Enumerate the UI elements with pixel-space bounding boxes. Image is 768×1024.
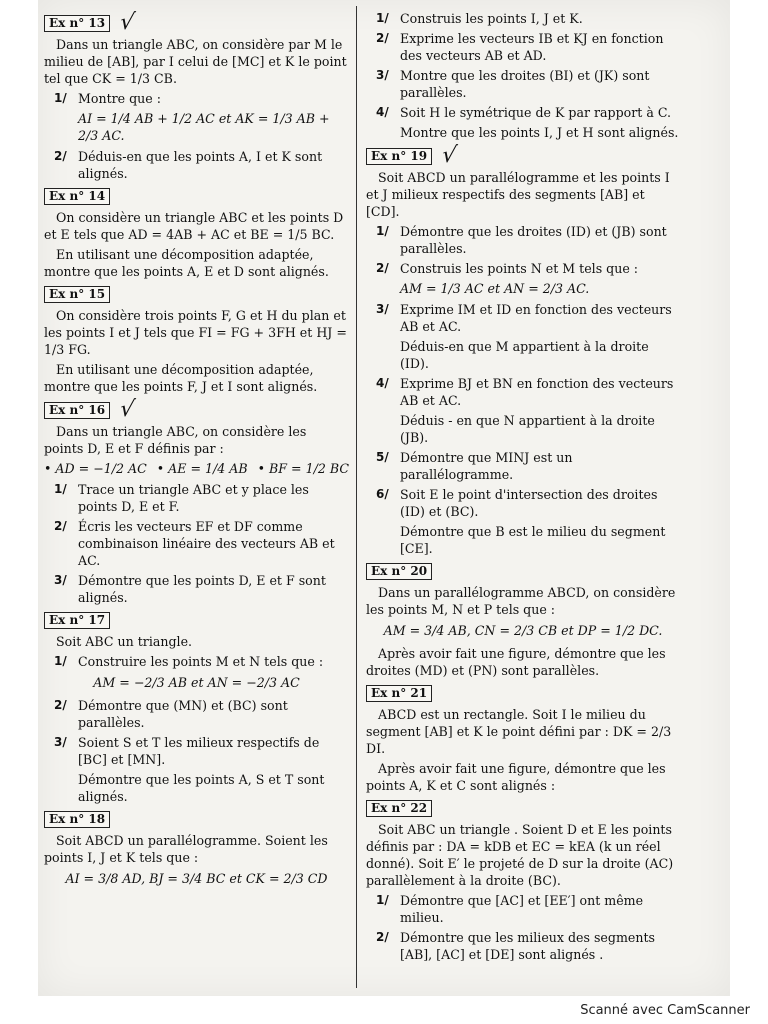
question-subtext: Démontre que B est le milieu du segment [CE].: [400, 524, 666, 556]
left-column: [44, 8, 349, 893]
exercise-20: [366, 563, 680, 679]
exercise-14: [44, 188, 349, 280]
question-text: Écris les vecteurs EF et DF comme combinaison linéaire des vecteurs AB et AC.: [78, 519, 335, 568]
question-text: Trace un triangle ABC et y place les points D, E et F.: [78, 482, 309, 514]
exercise-intro: Soit ABCD un parallélogramme. Soient les points I, J et K tels que :: [44, 833, 328, 865]
exercise-label: Ex n° 15: [44, 286, 110, 303]
question-text: Démontre que les droites (ID) et (JB) sont parallèles.: [400, 224, 667, 256]
formula: • AE = 1/4 AB: [156, 461, 248, 476]
exercise-label: Ex n° 21: [366, 685, 432, 702]
exercise-intro: Dans un triangle ABC, on considère par M le milieu de [AB], par I celui de [MC] et K le point tel que CK = 1/3 CB.: [44, 37, 347, 86]
checkmark-icon: √: [117, 10, 137, 35]
question-number: 3/: [54, 735, 67, 749]
question-number: 1/: [54, 654, 67, 668]
exercise-text: En utilisant une décomposition adaptée, montre que les points A, E et D sont alignés.: [44, 247, 329, 279]
question-subtext: Montre que les points I, J et H sont alignés.: [400, 125, 679, 140]
exercise-label: Ex n° 18: [44, 811, 110, 828]
exercise-text: En utilisant une décomposition adaptée, montre que les points F, J et I sont alignés.: [44, 362, 318, 394]
exercise-intro: Dans un parallélogramme ABCD, on considère les points M, N et P tels que :: [366, 585, 676, 617]
exercise-label: Ex n° 13: [44, 15, 110, 32]
question-text: Démontre que les milieux des segments [AB], [AC] et [DE] sont alignés .: [400, 930, 655, 962]
question-text: Démontre que (MN) et (BC) sont parallèles.: [78, 698, 288, 730]
question-text: Démontre que les points D, E et F sont alignés.: [78, 573, 326, 605]
formula: • AD = −1/2 AC: [44, 461, 147, 476]
question-subtext: Démontre que les points A, S et T sont alignés.: [78, 772, 325, 804]
question-subtext: Déduis - en que N appartient à la droite (JB).: [400, 413, 655, 445]
question-text: Démontre que [AC] et [EE′] ont même milieu.: [400, 893, 644, 925]
exercise-intro: ABCD est un rectangle. Soit I le milieu du segment [AB] et K le point défini par : DK = 2/3 DI.: [366, 707, 672, 756]
exercise-21: [366, 685, 680, 794]
formula: AI = 3/8 AD, BJ = 3/4 BC et CK = 2/3 CD: [65, 871, 328, 886]
question-text: Montre que les droites (BI) et (JK) sont parallèles.: [400, 68, 650, 100]
question-number: 2/: [54, 519, 67, 533]
exercise-label: Ex n° 20: [366, 563, 432, 580]
exercise-19: [366, 143, 680, 557]
formula: AI = 1/4 AB + 1/2 AC et AK = 1/3 AB + 2/3 AC.: [78, 111, 330, 143]
exercise-intro: Soit ABCD un parallélogramme et les points I et J milieux respectifs des segments [AB] et [CD].: [366, 170, 670, 219]
question-number: 3/: [54, 573, 67, 587]
question-number: 1/: [376, 11, 389, 25]
question-number: 2/: [54, 698, 67, 712]
question-number: 4/: [376, 376, 389, 390]
exercise-intro: Soit ABC un triangle.: [56, 634, 193, 649]
formula: AM = 3/4 AB, CN = 2/3 CB et DP = 1/2 DC.: [383, 623, 663, 638]
checkmark-icon: √: [439, 143, 459, 168]
exercise-label: Ex n° 16: [44, 402, 110, 419]
column-divider: [356, 6, 357, 988]
question-text: Exprime IM et ID en fonction des vecteurs AB et AC.: [400, 302, 672, 334]
exercise-18: [44, 811, 349, 887]
exercise-label: Ex n° 19: [366, 148, 432, 165]
exercise-intro: On considère un triangle ABC et les points D et E tels que AD = 4AB + AC et BE = 1/5 BC.: [44, 210, 344, 242]
exercise-label: Ex n° 14: [44, 188, 110, 205]
question-text: Soit H le symétrique de K par rapport à C.: [400, 105, 672, 120]
exercise-13: [44, 10, 349, 182]
exercise-16: [44, 397, 349, 606]
question-number: 1/: [376, 224, 389, 238]
question-text: Déduis-en que les points A, I et K sont alignés.: [78, 149, 323, 181]
question-number: 2/: [376, 930, 389, 944]
question-number: 4/: [376, 105, 389, 119]
formula: AM = 1/3 AC et AN = 2/3 AC.: [400, 281, 590, 296]
question-number: 1/: [54, 91, 67, 105]
formula-row: [44, 460, 349, 477]
question-text: Construire les points M et N tels que :: [78, 654, 324, 669]
question-text: Exprime BJ et BN en fonction des vecteurs AB et AC.: [400, 376, 674, 408]
exercise-label: Ex n° 17: [44, 612, 110, 629]
question-number: 1/: [376, 893, 389, 907]
question-text: Démontre que MINJ est un parallélogramme.: [400, 450, 573, 482]
checkmark-icon: √: [117, 397, 137, 422]
question-number: 3/: [376, 302, 389, 316]
exercise-text: Après avoir fait une figure, démontre que les points A, K et C sont alignés :: [366, 761, 666, 793]
exercise-intro: On considère trois points F, G et H du plan et les points I et J tels que FI = FG + 3FH et HJ = 1/3 FG.: [44, 308, 347, 357]
exercise-15: [44, 286, 349, 395]
question-subtext: Déduis-en que M appartient à la droite (ID).: [400, 339, 649, 371]
question-text: Construis les points N et M tels que :: [400, 261, 639, 276]
exercise-intro: Soit ABC un triangle . Soient D et E les points définis par : DA = kDB et EC = kEA (k un réel donné). Soit E′ le projeté de D sur la droite (AC) parallèlement à la droite (BC).: [366, 822, 674, 888]
question-number: 2/: [376, 261, 389, 275]
exercise-label: Ex n° 22: [366, 800, 432, 817]
exercise-intro: Dans un triangle ABC, on considère les points D, E et F définis par :: [44, 424, 307, 456]
formula: AM = −2/3 AB et AN = −2/3 AC: [93, 675, 300, 690]
question-text: Montre que :: [78, 91, 161, 106]
question-text: Soit E le point d'intersection des droites (ID) et (BC).: [400, 487, 658, 519]
formula: • BF = 1/2 BC: [257, 461, 349, 476]
exercise-17: [44, 612, 349, 805]
question-number: 5/: [376, 450, 389, 464]
question-text: Exprime les vecteurs IB et KJ en fonction des vecteurs AB et AD.: [400, 31, 664, 63]
question-number: 2/: [376, 31, 389, 45]
question-number: 3/: [376, 68, 389, 82]
question-number: 1/: [54, 482, 67, 496]
question-number: 6/: [376, 487, 389, 501]
exercise-text: Après avoir fait une figure, démontre que les droites (MD) et (PN) sont parallèles.: [366, 646, 666, 678]
exercise-22: [366, 800, 680, 963]
question-text: Soient S et T les milieux respectifs de [BC] et [MN].: [78, 735, 320, 767]
question-number: 2/: [54, 149, 67, 163]
exercise-18-continued: [366, 10, 680, 141]
question-text: Construis les points I, J et K.: [400, 11, 583, 26]
scanner-watermark: Scanné avec CamScanner: [580, 1003, 750, 1018]
right-column: [366, 8, 680, 967]
